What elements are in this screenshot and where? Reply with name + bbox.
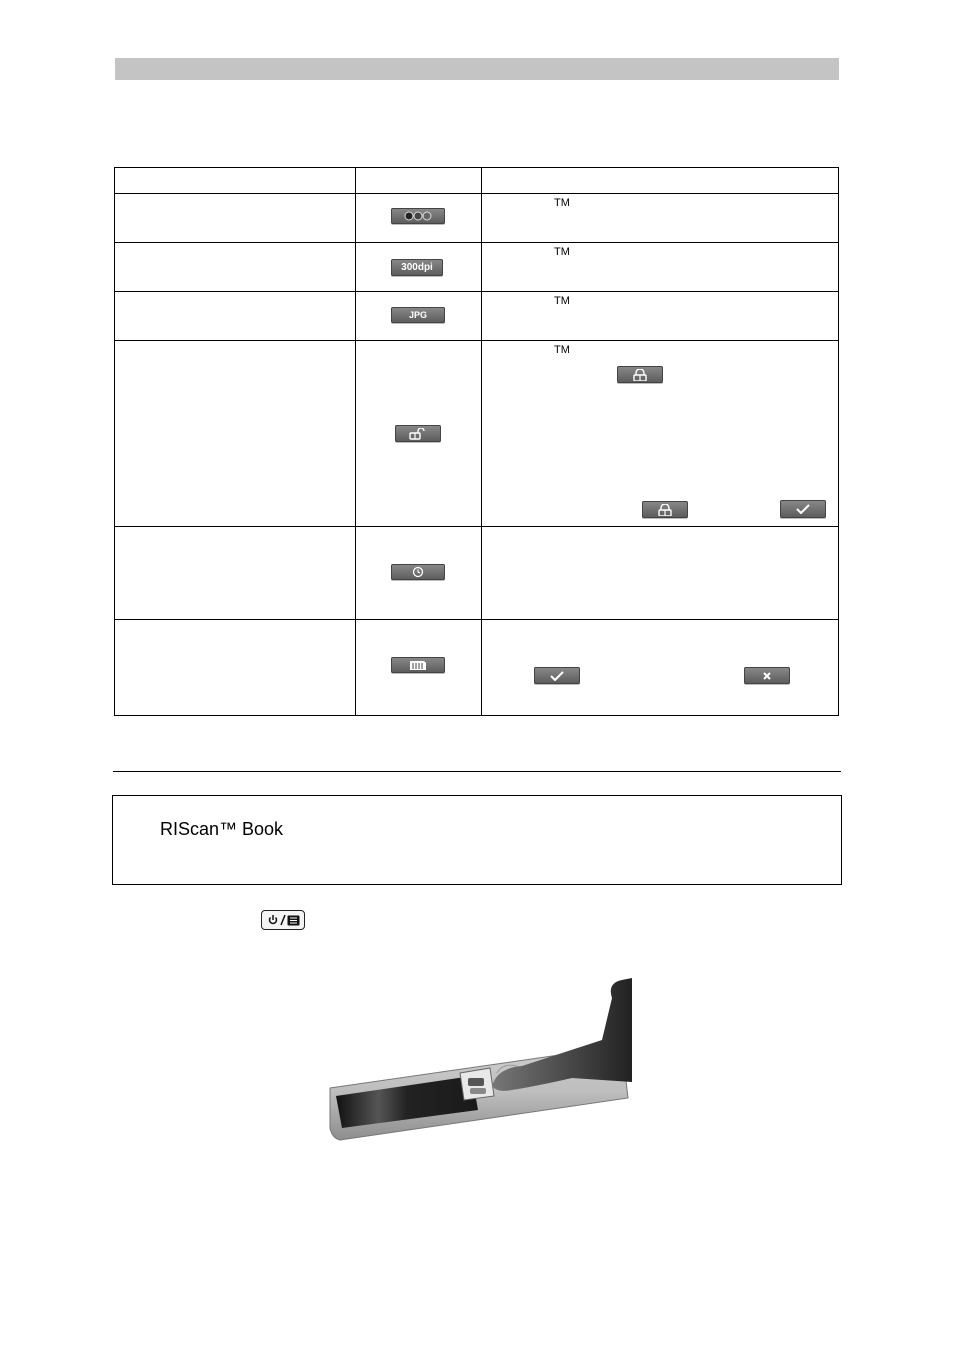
table-header-row — [115, 168, 839, 194]
timer-icon — [391, 564, 445, 580]
function-cell — [115, 620, 356, 716]
check-icon — [534, 667, 580, 684]
description-cell — [482, 243, 839, 292]
table-row — [115, 527, 839, 620]
icon-cell — [356, 243, 482, 292]
table-row — [115, 341, 839, 527]
icon-cell — [356, 194, 482, 243]
icon-cell — [356, 341, 482, 527]
description-cell — [482, 527, 839, 620]
scanner-photo — [322, 978, 632, 1143]
lock-icon — [617, 366, 663, 383]
function-cell — [115, 292, 356, 341]
unlock-icon — [395, 425, 441, 442]
memory-card-icon — [391, 657, 445, 673]
table-row — [115, 292, 839, 341]
check-icon — [780, 500, 826, 518]
format-label: JPG — [391, 307, 445, 323]
trademark-sup: TM — [554, 344, 570, 356]
table-row — [115, 243, 839, 292]
description-cell — [482, 194, 839, 243]
note-text: RIScan™ Book — [160, 819, 284, 839]
power-menu-button-icon — [261, 910, 305, 930]
menu-icon — [287, 915, 300, 926]
trademark-sup: TM — [554, 246, 570, 258]
description-cell — [482, 292, 839, 341]
header-cell-function — [115, 168, 356, 194]
header-cell-icon — [356, 168, 482, 194]
section-divider — [113, 771, 841, 772]
power-icon — [267, 914, 279, 926]
table-row — [115, 194, 839, 243]
feature-table — [114, 167, 839, 716]
function-cell — [115, 194, 356, 243]
header-cell-description — [482, 168, 839, 194]
function-cell — [115, 527, 356, 620]
function-cell — [115, 243, 356, 292]
trademark-sup: TM — [554, 197, 570, 209]
function-cell — [115, 341, 356, 527]
icon-cell — [356, 527, 482, 620]
section-header-bar — [115, 58, 839, 80]
trademark-sup: TM — [554, 295, 570, 307]
note-box — [112, 795, 842, 885]
color-dots-icon — [391, 208, 445, 224]
description-cell — [482, 341, 839, 527]
description-cell — [482, 620, 839, 716]
resolution-label: 300dpi — [391, 259, 443, 276]
icon-cell — [356, 620, 482, 716]
lock-icon — [642, 501, 688, 518]
slash-icon — [280, 914, 286, 926]
table-row — [115, 620, 839, 716]
cross-icon — [744, 667, 790, 684]
icon-cell — [356, 292, 482, 341]
